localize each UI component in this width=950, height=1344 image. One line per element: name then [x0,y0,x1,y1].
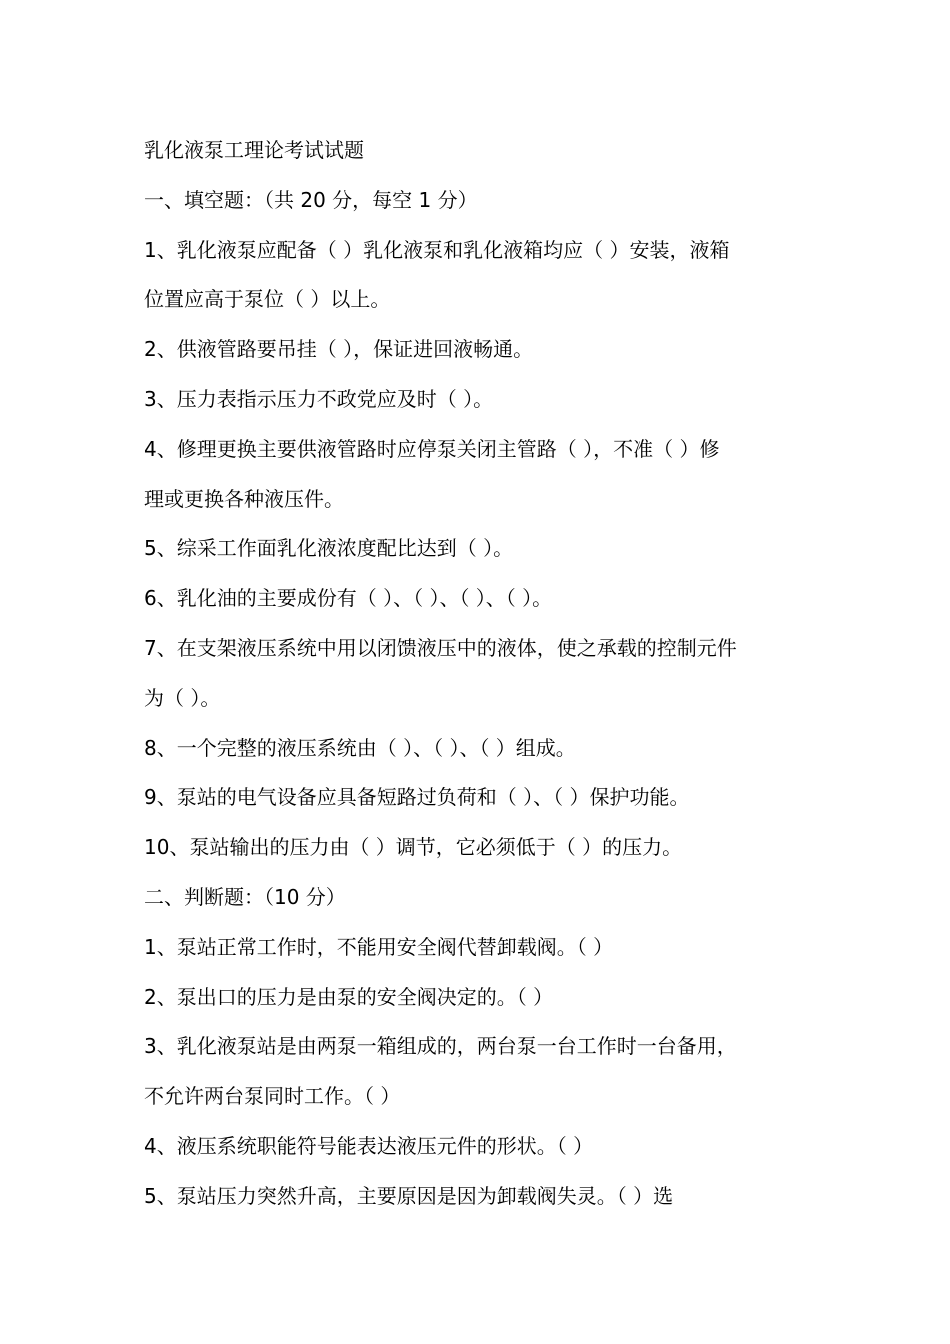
document-body [144,126,824,1222]
question-line: 2、泵出口的压力是由泵的安全阀决定的。（ ） [144,984,554,1009]
question-line: 5、泵站压力突然升高，主要原因是因为卸载阀失灵。（ ）选 [144,1183,674,1208]
question-line: 7、在支架液压系统中用以闭馈液压中的液体，使之承载的控制元件 [144,635,737,660]
question-line: 位置应高于泵位（ ）以上。 [144,287,391,312]
question-line: 理或更换各种液压件。 [144,486,344,511]
question-line: 1、泵站正常工作时，不能用安全阀代替卸载阀。（ ） [144,934,614,959]
question-line: 2、供液管路要吊挂（ ），保证进回液畅通。 [144,337,534,362]
question-line: 10、泵站输出的压力由（ ）调节，它必须低于（ ）的压力。 [144,835,683,860]
question-line: 为（ ）。 [144,685,221,710]
section-heading-fill-in: 一、填空题：（共 20 分，每空 1 分） [144,187,478,212]
question-line: 3、压力表指示压力不政党应及时（ ）。 [144,386,494,411]
question-line: 4、液压系统职能符号能表达液压元件的形状。（ ） [144,1133,594,1158]
question-line: 3、乳化液泵站是由两泵一箱组成的，两台泵一台工作时一台备用， [144,1034,737,1059]
question-line: 1、乳化液泵应配备（ ）乳化液泵和乳化液箱均应（ ）安装，液箱 [144,237,730,262]
question-line: 6、乳化油的主要成份有（ ）、（ ）、（ ）、（ ）。 [144,586,553,611]
question-line: 不允许两台泵同时工作。（ ） [144,1084,401,1109]
question-line: 9、泵站的电气设备应具备短路过负荷和（ ）、（ ）保护功能。 [144,785,690,810]
section-heading-true-false: 二、判断题：（10 分） [144,884,346,909]
document-title: 乳化液泵工理论考试试题 [144,138,364,162]
question-line: 8、一个完整的液压系统由（ ）、（ ）、（ ）组成。 [144,735,576,760]
question-line: 4、修理更换主要供液管路时应停泵关闭主管路（ ），不准（ ）修 [144,436,720,461]
question-line: 5、综采工作面乳化液浓度配比达到（ ）。 [144,536,514,561]
